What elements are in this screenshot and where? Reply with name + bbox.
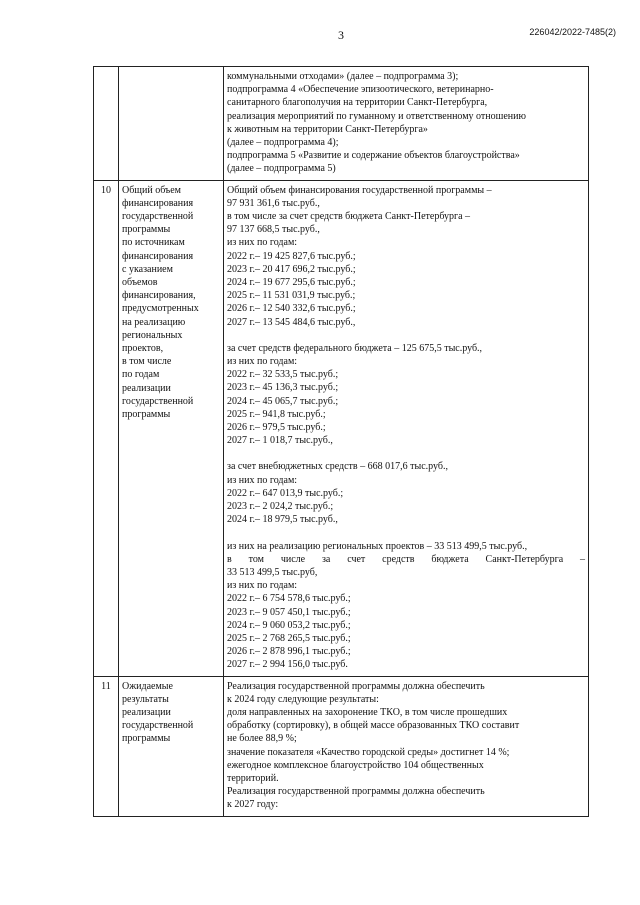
name-line: государственной	[122, 395, 194, 407]
name-line: по источникам	[122, 237, 185, 249]
text-line: из них по годам:	[227, 356, 298, 368]
spacer	[227, 527, 585, 540]
page-number: 3	[338, 28, 344, 42]
name-line: с указанием	[122, 263, 173, 275]
name-line: региональных	[122, 329, 183, 341]
spacer	[227, 447, 585, 460]
financing-values-cell	[224, 180, 589, 676]
name-line: программы	[122, 409, 171, 421]
text-line: 2027 г.– 1 018,7 тыс.руб.,	[227, 435, 333, 447]
row-name-expected-results	[119, 676, 224, 816]
text-line: санитарного благополучия на территории Санкт-Петербурга,	[227, 97, 488, 109]
row-number-cell	[94, 67, 119, 181]
text-line: в том числе за счет средств бюджета Санкт-Петербурга –	[227, 553, 585, 565]
text-line: 2022 г.– 647 013,9 тыс.руб.;	[227, 487, 344, 499]
text-line: подпрограмма 5 «Развитие и содержание объектов благоустройства»	[227, 150, 520, 162]
text-line: доля направленных на захоронение ТКО, в том числе прошедших	[227, 706, 508, 718]
name-line: результаты	[122, 693, 169, 705]
text-line: 2023 г.– 2 024,2 тыс.руб.;	[227, 501, 334, 513]
text-line: не более 88,9 %;	[227, 733, 297, 745]
name-line: в том числе	[122, 356, 172, 368]
text-line: к животным на территории Санкт-Петербурга»	[227, 123, 428, 135]
text-line: 33 513 499,5 тыс.руб,	[227, 566, 318, 578]
text-line: из них по годам:	[227, 474, 298, 486]
name-line: проектов,	[122, 343, 164, 355]
text-line: 97 931 361,6 тыс.руб.,	[227, 197, 320, 209]
spacer	[227, 329, 585, 342]
row-name-financing	[119, 180, 224, 676]
text-line: 2025 г.– 2 768 265,5 тыс.руб.;	[227, 632, 351, 644]
table-row-expected-results	[94, 676, 589, 816]
text-line: 2026 г.– 2 878 996,1 тыс.руб.;	[227, 646, 351, 658]
text-line: территорий.	[227, 772, 279, 784]
text-line: Реализация государственной программы должна обеспечить	[227, 680, 485, 692]
program-passport-table	[93, 66, 589, 817]
name-line: Общий объем	[122, 184, 181, 196]
text-line: к 2024 году следующие результаты:	[227, 693, 379, 705]
total-financing-block	[227, 184, 585, 329]
text-line: 2024 г.– 45 065,7 тыс.руб.;	[227, 395, 339, 407]
text-line: 2022 г.– 6 754 578,6 тыс.руб.;	[227, 593, 351, 605]
text-line: значение показателя «Качество городской среды» достигнет 14 %;	[227, 746, 510, 758]
name-line: Ожидаемые	[122, 680, 173, 692]
expected-results-cell	[224, 676, 589, 816]
name-line: программы	[122, 224, 171, 236]
text-line: Общий объем финансирования государственной программы –	[227, 184, 492, 196]
name-line: предусмотренных	[122, 303, 199, 315]
name-line: финансирования,	[122, 290, 196, 302]
text-line: 2027 г.– 13 545 484,6 тыс.руб.,	[227, 316, 356, 328]
name-line: финансирования	[122, 197, 194, 209]
name-line: государственной	[122, 720, 194, 732]
text-line: 2024 г.– 19 677 295,6 тыс.руб.;	[227, 277, 356, 289]
text-line: подпрограмма 4 «Обеспечение эпизоотического, ветеринарно-	[227, 84, 494, 96]
text-line: ежегодное комплексное благоустройство 104 общественных	[227, 759, 484, 771]
text-line: к 2027 году:	[227, 799, 279, 811]
text-line: 2026 г.– 979,5 тыс.руб.;	[227, 422, 326, 434]
extrabudgetary-block	[227, 460, 585, 526]
name-line: реализации	[122, 382, 171, 394]
row-number: 11	[94, 676, 119, 816]
text-line: 2025 г.– 11 531 031,9 тыс.руб.;	[227, 290, 356, 302]
subprograms-continuation-cell	[224, 67, 589, 181]
text-line: обработку (сортировку), в общей массе образованных ТКО составит	[227, 720, 520, 732]
text-line: в том числе за счет средств бюджета Санкт-Петербурга –	[227, 211, 471, 223]
text-line: 97 137 668,5 тыс.руб.,	[227, 224, 320, 236]
name-line: финансирования	[122, 250, 194, 262]
text-line: из них по годам:	[227, 580, 298, 592]
row-number: 10	[94, 180, 119, 676]
text-line: (далее – подпрограмма 4);	[227, 137, 339, 149]
text-line: 2024 г.– 9 060 053,2 тыс.руб.;	[227, 619, 351, 631]
row-name-cell	[119, 67, 224, 181]
text-line: реализация мероприятий по гуманному и ответственному отношению	[227, 110, 526, 122]
text-line: за счет средств федерального бюджета – 125 675,5 тыс.руб.,	[227, 342, 483, 354]
federal-budget-block	[227, 342, 585, 448]
text-line: 2026 г.– 12 540 332,6 тыс.руб.;	[227, 303, 356, 315]
name-line: по годам	[122, 369, 160, 381]
name-line: объемов	[122, 277, 158, 289]
table-row-financing	[94, 180, 589, 676]
text-line: Реализация государственной программы должна обеспечить	[227, 786, 485, 798]
text-line: из них по годам:	[227, 237, 298, 249]
regional-projects-block	[227, 540, 585, 672]
text-line: 2023 г.– 20 417 696,2 тыс.руб.;	[227, 263, 356, 275]
text-line: (далее – подпрограмма 5)	[227, 163, 336, 175]
text-line: из них на реализацию региональных проектов – 33 513 499,5 тыс.руб.,	[227, 540, 528, 552]
text-line: 2022 г.– 32 533,5 тыс.руб.;	[227, 369, 339, 381]
table-row-continuation	[94, 67, 589, 181]
text-line: за счет внебюджетных средств – 668 017,6 тыс.руб.,	[227, 461, 448, 473]
name-line: программы	[122, 733, 171, 745]
text-line: коммунальными отходами» (далее – подпрограмма 3);	[227, 71, 459, 82]
name-line: реализации	[122, 706, 171, 718]
text-line: 2024 г.– 18 979,5 тыс.руб.,	[227, 514, 338, 526]
text-line: 2022 г.– 19 425 827,6 тыс.руб.;	[227, 250, 356, 262]
document-code: 226042/2022-7485(2)	[529, 27, 616, 37]
text-line: 2023 г.– 9 057 450,1 тыс.руб.;	[227, 606, 351, 618]
name-line: на реализацию	[122, 316, 186, 328]
name-line: государственной	[122, 211, 194, 223]
text-line: 2023 г.– 45 136,3 тыс.руб.;	[227, 382, 339, 394]
text-line: 2025 г.– 941,8 тыс.руб.;	[227, 408, 326, 420]
text-line: 2027 г.– 2 994 156,0 тыс.руб.	[227, 659, 348, 671]
